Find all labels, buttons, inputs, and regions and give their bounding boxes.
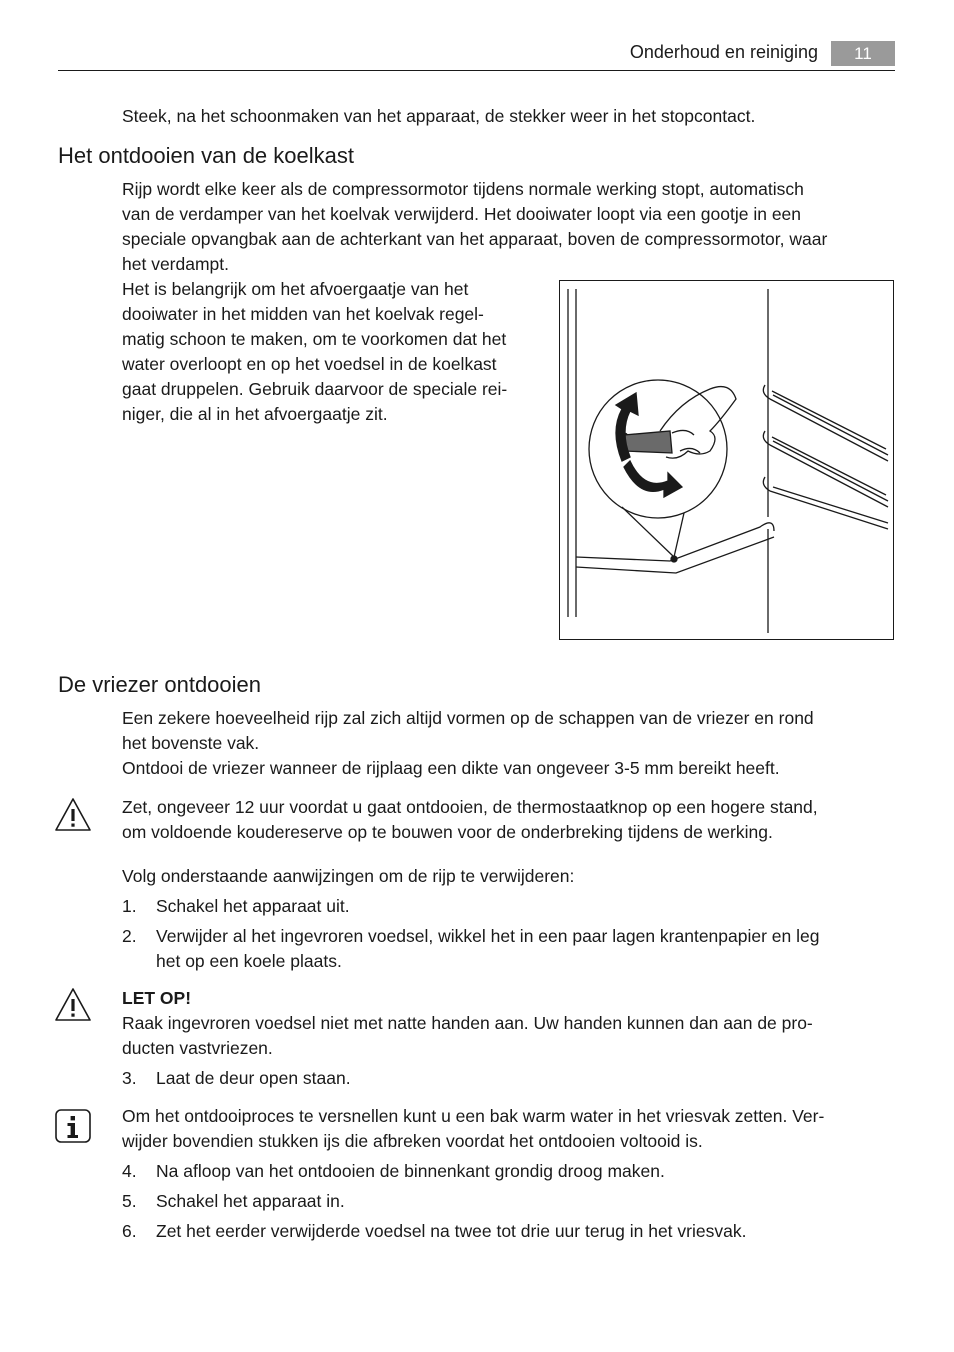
running-header-title: Onderhoud en reiniging: [629, 42, 818, 62]
step-text: Schakel het apparaat in.: [156, 1191, 345, 1211]
section-heading-koelkast: Het ontdooien van de koelkast: [58, 143, 354, 168]
warning-triangle-icon: [54, 797, 92, 838]
step-text: Verwijder al het ingevroren voedsel, wikkel het in een paar lagen krantenpapier en leg: [156, 926, 820, 946]
step-text: Zet het eerder verwijderde voedsel na twee tot drie uur terug in het vriesvak.: [156, 1221, 747, 1241]
step-number: 1.: [122, 896, 137, 916]
step-text: Na afloop van het ontdooien de binnenkant grondig droog maken.: [156, 1161, 665, 1181]
step-number: 5.: [122, 1191, 137, 1211]
text-line: Om het ontdooiproces te versnellen kunt u een bak warm water in het vriesvak zetten. Ver-: [122, 1106, 825, 1126]
text-line: het verdampt.: [122, 254, 229, 274]
page-number: 11: [831, 41, 895, 66]
text-line: dooiwater in het midden van het koelvak regel-: [122, 304, 484, 324]
text-line: het bovenste vak.: [122, 733, 260, 753]
warning-triangle-icon: [54, 987, 92, 1028]
instructions-intro: Volg onderstaande aanwijzingen om de rijp te verwijderen:: [122, 866, 575, 886]
warning-title: LET OP!: [122, 988, 192, 1008]
text-line: ducten vastvriezen.: [122, 1038, 273, 1058]
info-icon: [54, 1108, 92, 1149]
step-text: het op een koele plaats.: [156, 951, 342, 971]
step-number: 2.: [122, 926, 137, 946]
text-line: wijder bovendien stukken ijs die afbreken voordat het ontdooien voltooid is.: [122, 1131, 703, 1151]
text-line: speciale opvangbak aan de achterkant van het apparaat, boven de compressormotor, waar: [122, 229, 828, 249]
text-line: gaat druppelen. Gebruik daarvoor de speciale rei-: [122, 379, 508, 399]
text-line: Rijp wordt elke keer als de compressormotor tijdens normale werking stopt, automatisch: [122, 179, 804, 199]
step-text: Laat de deur open staan.: [156, 1068, 351, 1088]
section-heading-vriezer: De vriezer ontdooien: [58, 672, 262, 697]
text-line: water overloopt en op het voedsel in de koelkast: [122, 354, 497, 374]
header-divider: [58, 70, 895, 71]
text-line: Het is belangrijk om het afvoergaatje van het: [122, 279, 469, 299]
text-line: Zet, ongeveer 12 uur voordat u gaat ontdooien, de thermostaatknop op een hogere stand,: [122, 797, 818, 817]
intro-text: Steek, na het schoonmaken van het apparaat, de stekker weer in het stopcontact.: [122, 106, 756, 126]
step-number: 3.: [122, 1068, 137, 1088]
step-number: 6.: [122, 1221, 137, 1241]
drain-hole-cleaning-illustration: [559, 280, 894, 640]
text-line: van de verdamper van het koelvak verwijderd. Het dooiwater loopt via een gootje in een: [122, 204, 802, 224]
text-line: Een zekere hoeveelheid rijp zal zich altijd vormen op de schappen van de vriezer en rond: [122, 708, 814, 728]
step-text: Schakel het apparaat uit.: [156, 896, 350, 916]
text-line: matig schoon te maken, om te voorkomen dat het: [122, 329, 507, 349]
text-line: Ontdooi de vriezer wanneer de rijplaag een dikte van ongeveer 3-5 mm bereikt heeft.: [122, 758, 780, 778]
text-line: Raak ingevroren voedsel niet met natte handen aan. Uw handen kunnen dan aan de pro-: [122, 1013, 813, 1033]
step-number: 4.: [122, 1161, 137, 1181]
text-line: om voldoende koudereserve op te bouwen voor de onderbreking tijdens de werking.: [122, 822, 773, 842]
text-line: niger, die al in het afvoergaatje zit.: [122, 404, 388, 424]
